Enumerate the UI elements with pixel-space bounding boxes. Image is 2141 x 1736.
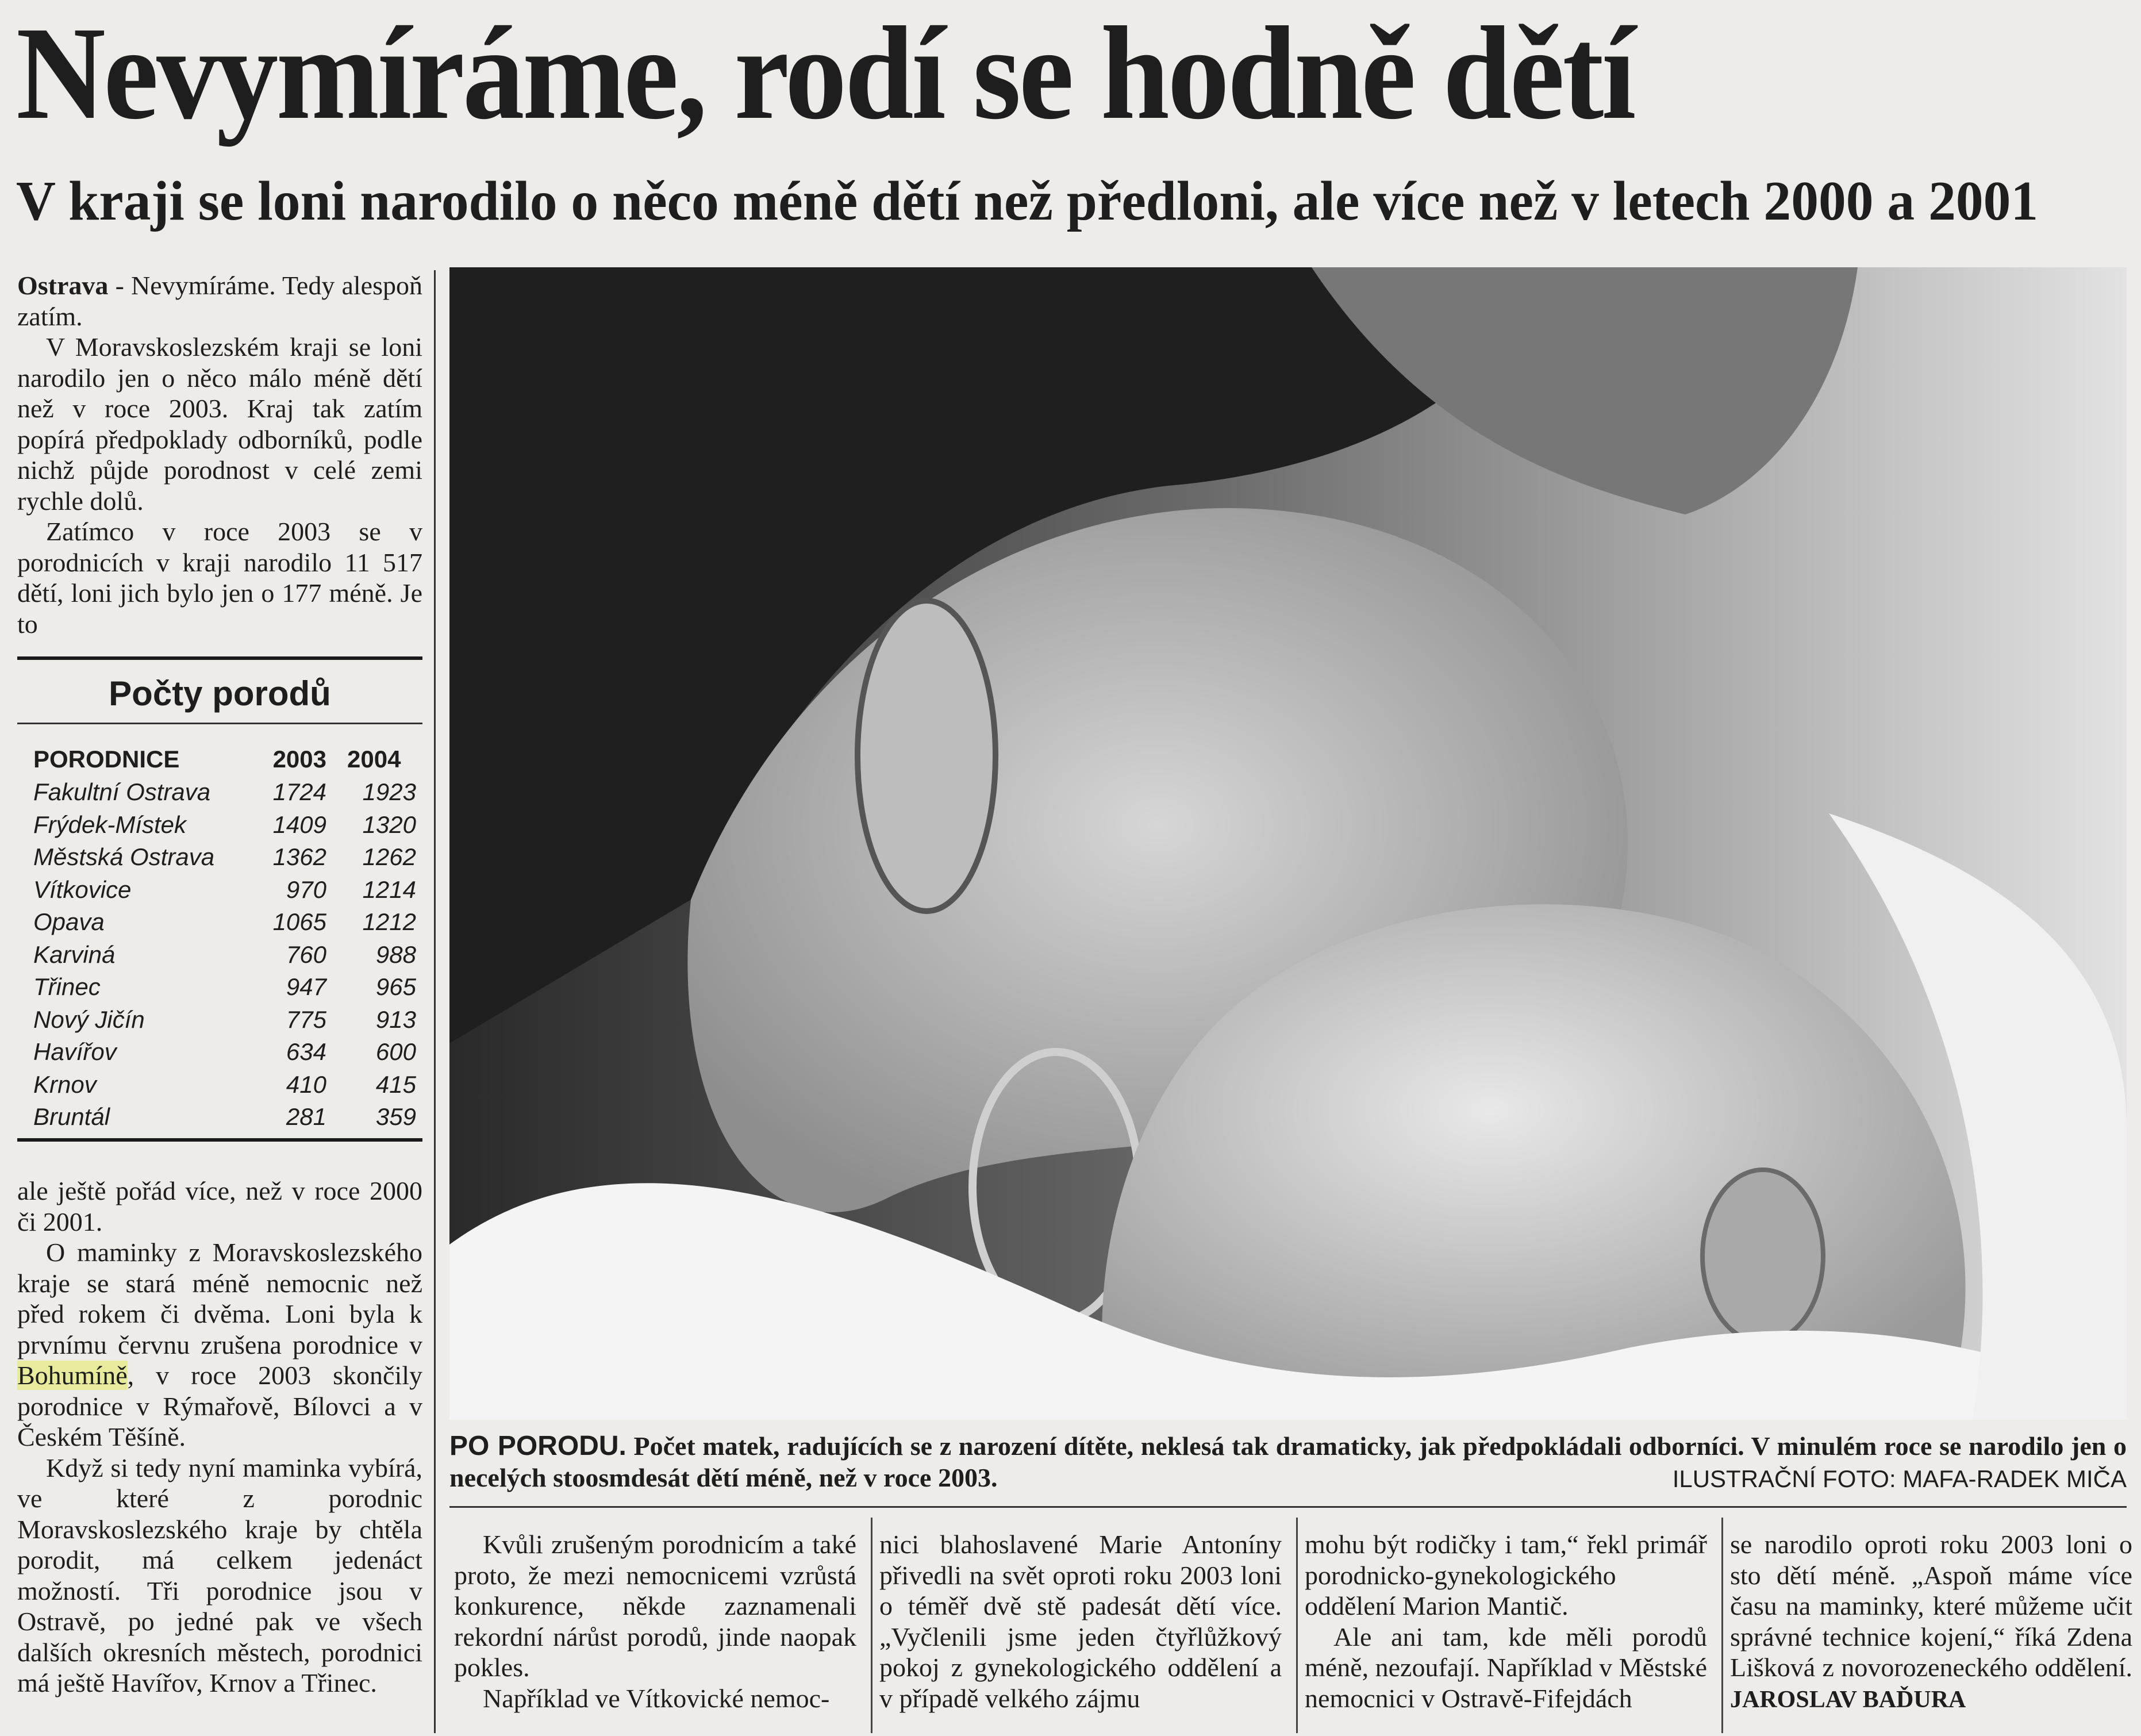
lead-column <box>17 270 422 639</box>
table-header-2004: 2004 <box>347 746 401 773</box>
subheadline: V kraji se loni narodilo o něco méně dětí než předloni, ale více než v letech 2000 a 2001 <box>16 170 2039 232</box>
table-cell-2004: 1262 <box>362 843 416 870</box>
table-cell-hospital: Frýdek-Místek <box>33 811 187 838</box>
table-cell-hospital: Krnov <box>33 1070 97 1098</box>
lead-paragraph-3: Zatímco v roce 2003 se v porodnicích v kraji narodilo 11 517 dětí, loni jich bylo jen o 177 méně. Je to <box>17 517 422 639</box>
continuation-paragraph-2 <box>17 1237 422 1453</box>
table-row <box>33 778 418 811</box>
continuation-column <box>17 1176 422 1699</box>
table-cell-2004: 359 <box>375 1103 416 1130</box>
table-cell-2003: 1065 <box>272 908 326 935</box>
table-row <box>33 908 418 940</box>
table-row <box>33 973 418 1005</box>
table-row <box>33 941 418 973</box>
table-cell-2004: 1212 <box>362 908 416 935</box>
table-row <box>33 843 418 875</box>
table-row <box>33 1038 418 1070</box>
bottom-col4-paragraph-1 <box>1730 1529 2132 1715</box>
author-signature: JAROSLAV BAĎURA <box>1730 1686 1966 1713</box>
table-cell-2003: 947 <box>286 973 326 1000</box>
continuation-paragraph-1: ale ještě pořád více, než v roce 2000 či 2001. <box>17 1176 422 1236</box>
table-row <box>33 1006 418 1038</box>
caption-rule <box>449 1506 2127 1508</box>
lead-paragraph-1-text: - Nevymíráme. Tedy alespoň zatím. <box>17 271 422 331</box>
table-cell-2004: 1923 <box>362 778 416 805</box>
bottom-col4-text: se narodilo oproti roku 2003 loni o sto dětí méně. „Aspoň máme více času na maminky, které můžeme učit správné technice kojení,“ říká Zdena Lišková z novorozeneckého oddělení. <box>1730 1530 2132 1682</box>
lead-paragraph-1 <box>17 270 422 332</box>
table-cell-hospital: Vítkovice <box>33 875 132 903</box>
bottom-column-divider-1 <box>871 1518 872 1733</box>
table-cell-2004: 1214 <box>362 875 416 903</box>
table-cell-2004: 988 <box>375 940 416 968</box>
column-divider <box>434 270 436 1733</box>
table-cell-2004: 600 <box>375 1038 416 1065</box>
table-cell-hospital: Třinec <box>33 973 101 1000</box>
table-cell-hospital: Bruntál <box>33 1103 110 1130</box>
table-title: Počty porodů <box>109 674 331 713</box>
bottom-column-3 <box>1305 1529 1707 1733</box>
table-cell-hospital: Městská Ostrava <box>33 843 215 870</box>
table-cell-2004: 1320 <box>362 811 416 838</box>
bottom-column-4 <box>1730 1529 2132 1733</box>
bottom-column-divider-3 <box>1721 1518 1723 1733</box>
bottom-col1-paragraph-1: Kvůli zrušeným porodnicím a také proto, že mezi nemocnicemi vzrůstá konkurence, někde zaznamenali rekordní nárůst porodů, jinde naopak pokles. <box>454 1530 856 1682</box>
table-cell-hospital: Opava <box>33 908 105 935</box>
table-cell-2003: 1724 <box>272 778 326 805</box>
births-table <box>17 656 422 1144</box>
photo-illustration <box>449 267 2127 1420</box>
table-header-row <box>33 746 418 778</box>
table-cell-2004: 913 <box>375 1005 416 1033</box>
table-cell-2004: 415 <box>375 1070 416 1098</box>
table-top-rule <box>17 656 422 660</box>
bottom-col1-paragraph-2: Například ve Vítkovické nemoc- <box>483 1683 830 1713</box>
table-cell-2003: 760 <box>286 940 326 968</box>
table-row <box>33 1103 418 1135</box>
table-cell-2003: 1362 <box>272 843 326 870</box>
continuation-paragraph-2-b: , v roce 2003 skončily porodnice v Rýmařově, Bílovci a v Českém Těšíně. <box>17 1361 422 1451</box>
table-cell-hospital: Karviná <box>33 940 116 968</box>
caption-text: Počet matek, radujících se z narození dítěte, neklesá tak dramaticky, jak předpokládali odborníci. V minulém roce se narodilo jen o necelých stoosmdesát dětí méně, než v roce 2003. <box>449 1431 2127 1492</box>
table-header-2003: 2003 <box>272 746 326 773</box>
bottom-column-1 <box>454 1529 856 1733</box>
caption-kicker: PO PORODU. <box>449 1431 626 1461</box>
table-cell-hospital: Fakultní Ostrava <box>33 778 211 805</box>
table-row <box>33 811 418 843</box>
table-cell-hospital: Havířov <box>33 1038 117 1065</box>
table-cell-2003: 775 <box>286 1005 326 1033</box>
highlighted-town: Bohumíně <box>17 1361 128 1390</box>
photo-credit: ILUSTRAČNÍ FOTO: MAFA-RADEK MIČA <box>1672 1465 2127 1492</box>
bottom-column-divider-2 <box>1296 1518 1298 1733</box>
dateline-place: Ostrava <box>17 271 109 300</box>
table-cell-2004: 965 <box>375 973 416 1000</box>
bottom-column-2 <box>879 1529 1282 1733</box>
table-cell-hospital: Nový Jičín <box>33 1005 145 1033</box>
lead-paragraph-2: V Moravskoslezském kraji se loni narodilo jen o něco málo méně dětí než v roce 2003. Kraj tak zatím popírá předpoklady odborníků, podle nichž půjde porodnost v celé zemi rychle dolů. <box>17 332 422 516</box>
bottom-col2-paragraph-1: nici blahoslavené Marie Antoníny přivedli na svět oproti roku 2003 loni o téměř dvě stě padesát dětí více. „Vyčlenili jsme jeden čtyřlůžkový pokoj z gynekologického oddělení a v případě velkého zájmu <box>879 1530 1282 1713</box>
continuation-paragraph-2-a: O maminky z Moravskoslezského kraje se stará méně nemocnic než před rokem či dvěma. Loni byla k prvnímu červnu zrušena porodnice v <box>17 1238 422 1359</box>
table-bottom-rule <box>17 1138 422 1142</box>
bottom-col3-paragraph-2: Ale ani tam, kde měli porodů méně, nezoufají. Například v Městské nemocnici v Ostravě-Fifejdách <box>1305 1622 1707 1713</box>
table-cell-2003: 410 <box>286 1070 326 1098</box>
table-cell-2003: 1409 <box>272 811 326 838</box>
table-row <box>33 1071 418 1103</box>
table-row <box>33 876 418 908</box>
table-cell-2003: 634 <box>286 1038 326 1065</box>
table-cell-2003: 970 <box>286 875 326 903</box>
bottom-col3-paragraph-1: mohu být rodičky i tam,“ řekl primář porodnicko-gynekologického oddělení Marion Mantič. <box>1305 1530 1707 1620</box>
table-cell-2003: 281 <box>286 1103 326 1130</box>
headline: Nevymíráme, rodí se hodně dětí <box>16 0 1634 147</box>
table-title-rule <box>17 723 422 724</box>
table-header-hospital: PORODNICE <box>33 746 180 773</box>
mother-and-baby-photo <box>449 267 2127 1420</box>
continuation-paragraph-3: Když si tedy nyní maminka vybírá, ve které z porodnic Moravskoslezského kraje by chtěla porodit, má celkem jedenáct možností. Tři porodnice jsou v Ostravě, po jedné pak ve všech dalších okresních městech, porodnici má ještě Havířov, Krnov a Třinec. <box>17 1453 422 1697</box>
